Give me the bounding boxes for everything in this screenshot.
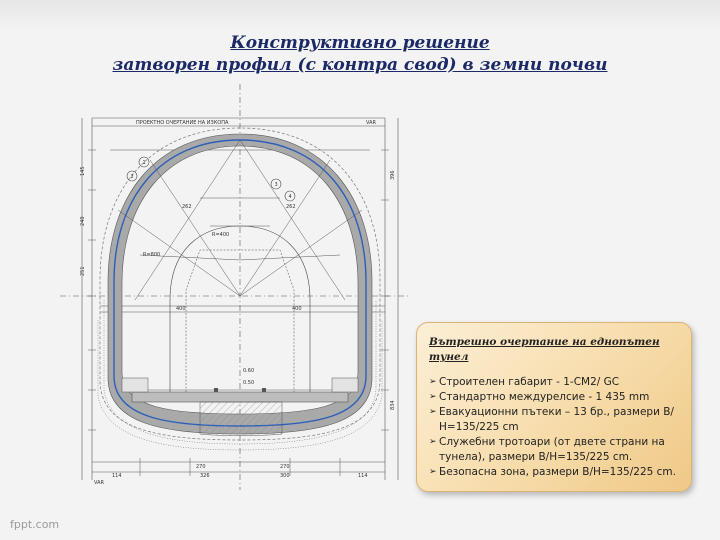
dim-240: 240: [80, 216, 86, 226]
radius-label-left: R=800: [143, 252, 161, 258]
callout-1-label: 1: [142, 160, 146, 166]
dim-262-left: 262: [182, 204, 192, 210]
top-note-label: ПРОЕКТНО ОЧЕРТАНИЕ НА ИЗКОПА: [136, 120, 229, 126]
callout-title: Вътрешно очертание на еднопътен тунел: [429, 336, 660, 363]
dim-262-right: 262: [286, 204, 296, 210]
dim-060: 0.60: [243, 368, 255, 374]
callout-3-label: 3: [274, 182, 278, 188]
info-callout-box: [416, 322, 692, 492]
title-line-1: Конструктивно решение: [230, 33, 490, 53]
callout-item: ➢ Служебни тротоари (от двете страни на тунела), размери В/Н=135/225 cm.: [429, 435, 681, 465]
invert-slab: [132, 392, 348, 402]
title-line-2: затворен профил (с контра свод) в земни почви: [112, 55, 608, 75]
dim-400-right: 400: [292, 306, 302, 312]
dim-114-left: 114: [112, 473, 122, 479]
callout-item: ➢ Строителен габарит - 1-СМ2/ GC: [429, 375, 681, 390]
callout-list: [429, 375, 681, 480]
dim-270-right: 270: [280, 464, 290, 470]
walkway-right: [332, 378, 358, 392]
dim-270-left: 270: [196, 464, 206, 470]
dim-114-right: 114: [358, 473, 368, 479]
callout-item: ➢ Евакуационни пътеки – 13 бр., размери В/Н=135/225 cm: [429, 405, 681, 435]
dim-300: 300: [280, 473, 290, 479]
dim-251: 251: [80, 266, 86, 276]
dim-326: 326: [200, 473, 210, 479]
dim-145: 145: [80, 166, 86, 176]
watermark: fppt.com: [10, 518, 60, 531]
callout-item: ➢ Безопасна зона, размери В/Н=135/225 cm.: [429, 465, 681, 480]
track-bed: [200, 402, 282, 436]
callout-4-label: 4: [288, 194, 292, 200]
callout-2-label: 2: [130, 174, 134, 180]
callout-item: ➢ Стандартно междурелсие - 1 435 mm: [429, 390, 681, 405]
dim-400-left: 400: [176, 306, 186, 312]
var-label-left: VAR: [94, 480, 104, 486]
radius-label-center: R=400: [212, 232, 230, 238]
var-label-right: VAR: [366, 120, 376, 126]
dim-834: 834: [390, 400, 396, 410]
dim-396: 396: [390, 170, 396, 180]
dim-050: 0.50: [243, 380, 255, 386]
walkway-left: [122, 378, 148, 392]
